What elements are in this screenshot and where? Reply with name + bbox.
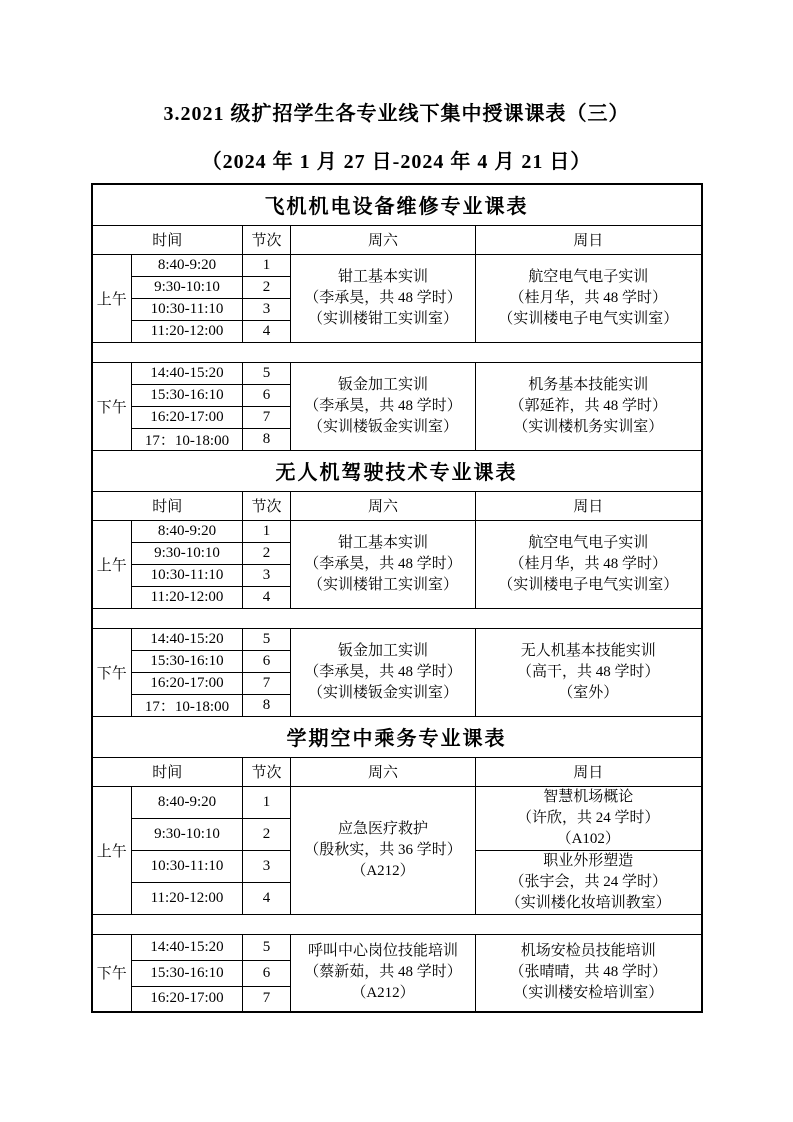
course-teacher-hours: （张宇会，共 24 学时） — [509, 873, 667, 890]
course-saturday — [291, 934, 476, 1012]
course-teacher-hours: （李承昊，共 48 学时） — [304, 289, 462, 306]
course-name: 呼叫中心岗位技能培训 — [307, 943, 458, 960]
period-number: 6 — [243, 960, 291, 986]
course-name: 航空电气电子实训 — [528, 534, 649, 551]
course-room: （实训楼机务实训室） — [513, 418, 664, 435]
course-room: （实训楼电子电气实训室） — [498, 310, 679, 327]
table-section-title: 无人机驾驶技术专业课表 — [92, 450, 702, 491]
period-number: 1 — [243, 520, 291, 542]
course-name: 无人机基本技能实训 — [520, 642, 656, 659]
spacer-row — [92, 608, 702, 628]
period-number: 2 — [243, 818, 291, 850]
period-number: 2 — [243, 276, 291, 298]
session-label-afternoon: 下午 — [92, 362, 132, 450]
column-header-period: 节次 — [243, 491, 291, 520]
column-header-saturday: 周六 — [291, 491, 476, 520]
period-number: 7 — [243, 672, 291, 694]
course-saturday — [291, 786, 476, 914]
course-name: 职业外形塑造 — [543, 852, 634, 869]
session-label-morning: 上午 — [92, 254, 132, 342]
course-saturday — [291, 520, 476, 608]
course-teacher-hours: （李承昊，共 48 学时） — [304, 663, 462, 680]
column-header-period: 节次 — [243, 757, 291, 786]
time-slot: 9:30-10:10 — [132, 276, 243, 298]
course-name: 钳工基本实训 — [337, 534, 428, 551]
time-slot: 17：10-18:00 — [132, 694, 243, 716]
course-name: 航空电气电子实训 — [528, 268, 649, 285]
period-number: 5 — [243, 362, 291, 384]
document-date-range: （2024 年 1 月 27 日-2024 年 4 月 21 日） — [201, 151, 592, 173]
course-room: （实训楼化妆培训教室） — [505, 894, 671, 911]
course-room: （实训楼安检培训室） — [513, 985, 664, 1002]
course-sunday — [476, 254, 702, 342]
course-saturday — [291, 628, 476, 716]
course-saturday — [291, 362, 476, 450]
course-teacher-hours: （李承昊，共 48 学时） — [304, 397, 462, 414]
time-slot: 11:20-12:00 — [132, 882, 243, 914]
time-slot: 16:20-17:00 — [132, 406, 243, 428]
course-room: （A212） — [351, 985, 415, 1002]
time-slot: 17：10-18:00 — [132, 428, 243, 450]
table-section-title: 学期空中乘务专业课表 — [92, 716, 702, 757]
column-header-sunday: 周日 — [476, 757, 702, 786]
period-number: 3 — [243, 850, 291, 882]
time-slot: 14:40-15:20 — [132, 362, 243, 384]
period-number: 1 — [243, 254, 291, 276]
column-header-period: 节次 — [243, 225, 291, 254]
period-number: 3 — [243, 298, 291, 320]
period-number: 3 — [243, 564, 291, 586]
course-room: （实训楼钳工实训室） — [307, 310, 458, 327]
period-number: 7 — [243, 986, 291, 1012]
time-slot: 14:40-15:20 — [132, 934, 243, 960]
course-room: （A102） — [556, 830, 620, 847]
spacer-row — [92, 342, 702, 362]
time-slot: 15:30-16:10 — [132, 650, 243, 672]
time-slot: 14:40-15:20 — [132, 628, 243, 650]
course-room: （实训楼电子电气实训室） — [498, 576, 679, 593]
course-sunday-bottom — [476, 850, 702, 914]
period-number: 5 — [243, 628, 291, 650]
course-teacher-hours: （桂月华，共 48 学时） — [509, 289, 667, 306]
period-number: 2 — [243, 542, 291, 564]
course-room: （实训楼钣金实训室） — [307, 684, 458, 701]
course-name: 钳工基本实训 — [337, 268, 428, 285]
time-slot: 8:40-9:20 — [132, 254, 243, 276]
time-slot: 9:30-10:10 — [132, 818, 243, 850]
session-label-afternoon: 下午 — [92, 934, 132, 1012]
period-number: 7 — [243, 406, 291, 428]
course-teacher-hours: （许欣，共 24 学时） — [516, 809, 660, 826]
time-slot: 8:40-9:20 — [132, 520, 243, 542]
column-header-saturday: 周六 — [291, 757, 476, 786]
course-room: （室外） — [558, 684, 619, 701]
period-number: 1 — [243, 786, 291, 818]
time-slot: 10:30-11:10 — [132, 564, 243, 586]
course-teacher-hours: （高干，共 48 学时） — [516, 663, 660, 680]
course-name: 钣金加工实训 — [337, 642, 428, 659]
course-sunday — [476, 520, 702, 608]
course-sunday-top — [476, 786, 702, 850]
course-teacher-hours: （郭延祚，共 48 学时） — [509, 397, 667, 414]
course-saturday — [291, 254, 476, 342]
time-slot: 11:20-12:00 — [132, 586, 243, 608]
period-number: 4 — [243, 882, 291, 914]
column-header-sunday: 周日 — [476, 225, 702, 254]
period-number: 8 — [243, 428, 291, 450]
course-teacher-hours: （殷秋实，共 36 学时） — [304, 841, 462, 858]
course-name: 机务基本技能实训 — [528, 376, 649, 393]
course-name: 智慧机场概论 — [543, 788, 634, 805]
period-number: 6 — [243, 384, 291, 406]
period-number: 4 — [243, 586, 291, 608]
course-sunday — [476, 362, 702, 450]
course-name: 机场安检员技能培训 — [520, 943, 656, 960]
course-name: 应急医疗救护 — [337, 820, 428, 837]
course-sunday — [476, 628, 702, 716]
period-number: 4 — [243, 320, 291, 342]
time-slot: 8:40-9:20 — [132, 786, 243, 818]
course-room: （实训楼钳工实训室） — [307, 576, 458, 593]
session-label-morning: 上午 — [92, 520, 132, 608]
column-header-time: 时间 — [92, 757, 243, 786]
period-number: 8 — [243, 694, 291, 716]
spacer-row — [92, 914, 702, 934]
time-slot: 16:20-17:00 — [132, 986, 243, 1012]
time-slot: 10:30-11:10 — [132, 850, 243, 882]
time-slot: 9:30-10:10 — [132, 542, 243, 564]
period-number: 5 — [243, 934, 291, 960]
document-title: 3.2021 级扩招学生各专业线下集中授课课表（三） — [163, 103, 630, 125]
column-header-time: 时间 — [92, 491, 243, 520]
period-number: 6 — [243, 650, 291, 672]
course-name: 钣金加工实训 — [337, 376, 428, 393]
course-teacher-hours: （蔡新茹，共 48 学时） — [304, 964, 462, 981]
time-slot: 11:20-12:00 — [132, 320, 243, 342]
course-teacher-hours: （李承昊，共 48 学时） — [304, 555, 462, 572]
time-slot: 10:30-11:10 — [132, 298, 243, 320]
time-slot: 15:30-16:10 — [132, 384, 243, 406]
session-label-afternoon: 下午 — [92, 628, 132, 716]
course-teacher-hours: （桂月华，共 48 学时） — [509, 555, 667, 572]
course-sunday — [476, 934, 702, 1012]
course-teacher-hours: （张晴晴，共 48 学时） — [509, 964, 667, 981]
course-room: （实训楼钣金实训室） — [307, 418, 458, 435]
session-label-morning: 上午 — [92, 786, 132, 914]
table-section-title: 飞机机电设备维修专业课表 — [92, 184, 702, 225]
course-room: （A212） — [351, 862, 415, 879]
time-slot: 15:30-16:10 — [132, 960, 243, 986]
time-slot: 16:20-17:00 — [132, 672, 243, 694]
column-header-saturday: 周六 — [291, 225, 476, 254]
column-header-sunday: 周日 — [476, 491, 702, 520]
column-header-time: 时间 — [92, 225, 243, 254]
schedule-table — [91, 183, 703, 1013]
